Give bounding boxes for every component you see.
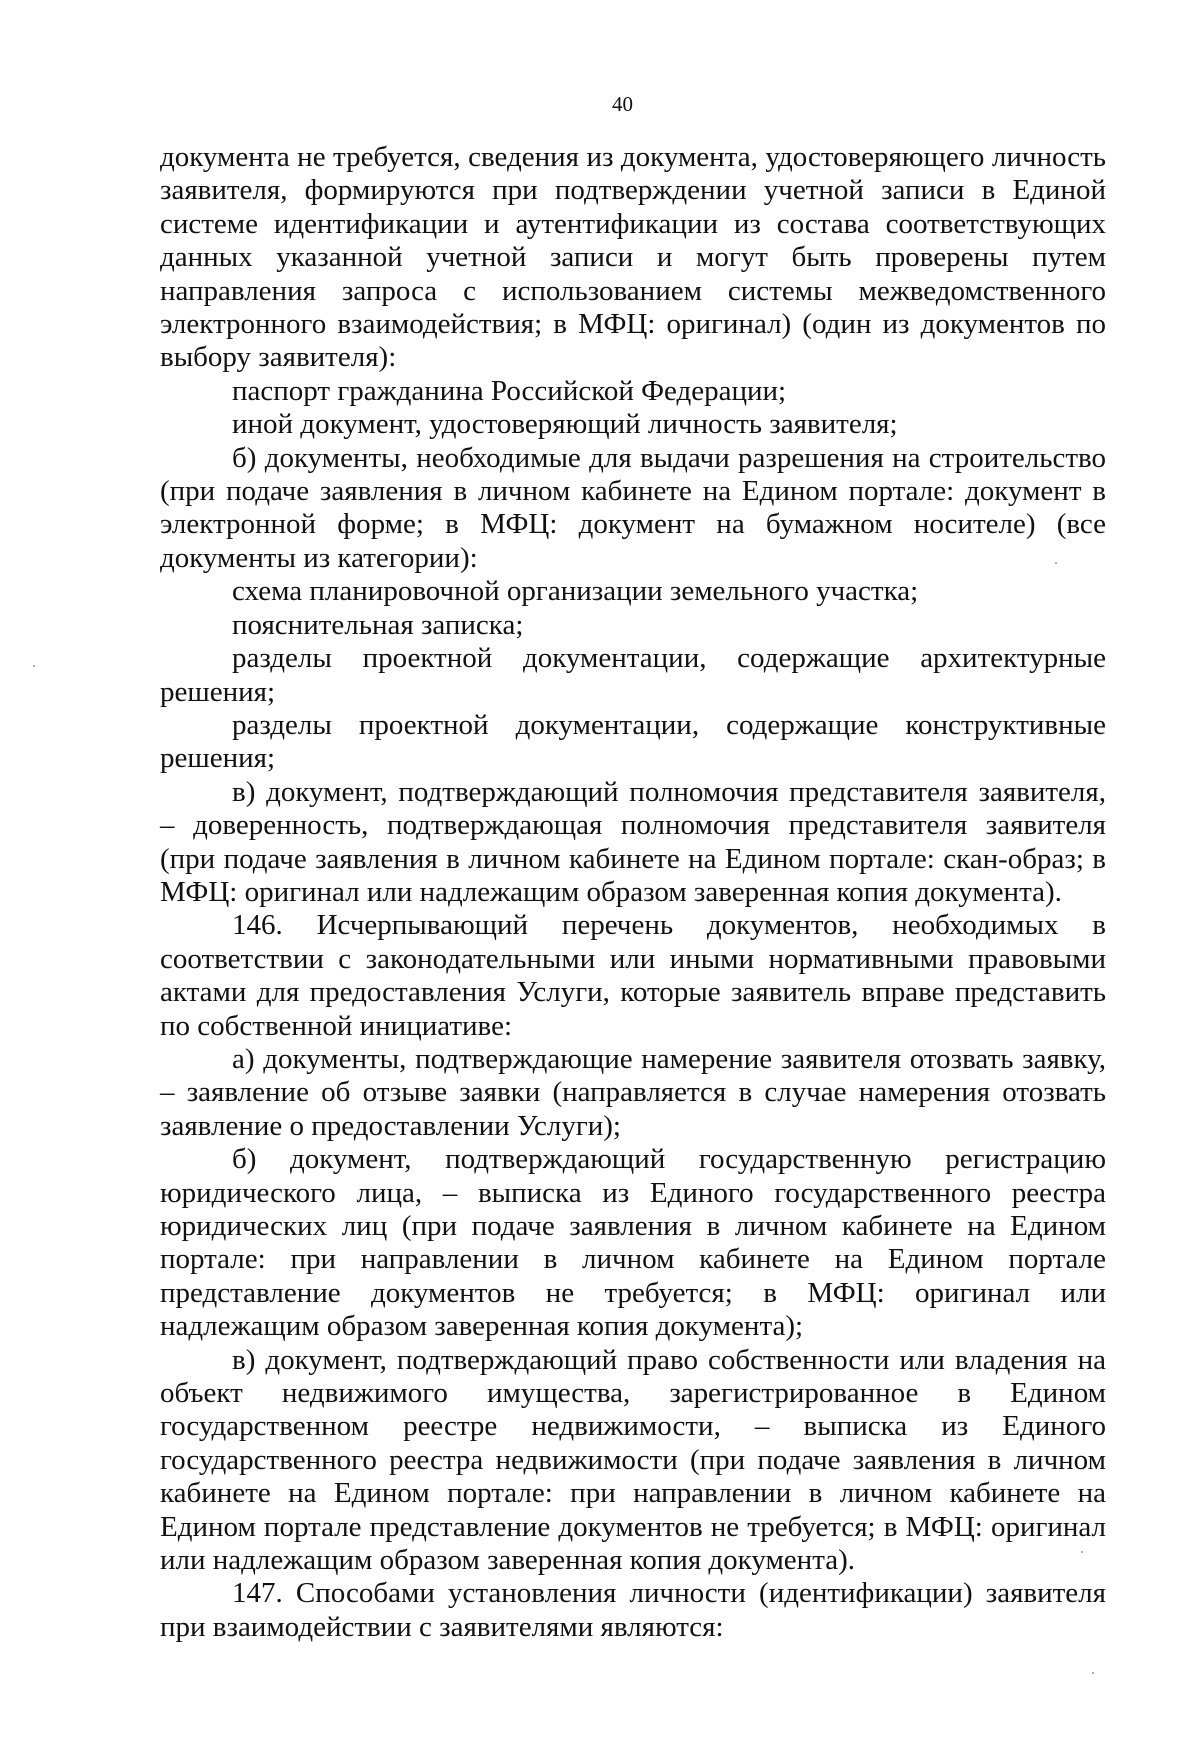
paragraph: иной документ, удостоверяющий личность заявителя; <box>232 408 898 441</box>
paragraph: разделы проектной документации, содержащие конструктивные решения; <box>160 708 1106 775</box>
paragraph: б) документы, необходимые для выдачи разрешения на строительство (при подаче заявления в личном кабинете на Едином портале: документ в электронной форме; в МФЦ: документ на бумажном носителе) (все документы из категории): <box>160 441 1106 574</box>
scan-speck <box>1081 1551 1083 1553</box>
paragraph: в) документ, подтверждающий право собственности или владения на объект недвижимого имущества, зарегистрированное в Едином государственном реестре недвижимости, – выписка из Единого государственного реестра недвижимости (при подаче заявления в личном кабинете на Едином портале: при направлении в личном кабинете на Едином портале представление документов не требуется; в МФЦ: оригинал или надлежащим образом заверенная копия документа). <box>160 1343 1106 1577</box>
scan-speck <box>1092 1672 1094 1674</box>
scan-speck <box>1055 562 1057 564</box>
paragraph: б) документ, подтверждающий государственную регистрацию юридического лица, – выписка из Единого государственного реестра юридических лиц (при подаче заявления в личном кабинете на Едином портале: при направлении в личном кабинете на Едином портале представление документов не требуется; в МФЦ: оригинал или надлежащим образом заверенная копия документа); <box>160 1143 1106 1343</box>
paragraph: 146. Исчерпывающий перечень документов, необходимых в соответствии с законодательными или иными нормативными правовыми актами для предоставления Услуги, которые заявитель вправе представить по собственной инициативе: <box>160 909 1106 1042</box>
scan-speck <box>33 665 35 667</box>
paragraph: а) документы, подтверждающие намерение заявителя отозвать заявку, – заявление об отзыве заявки (направляется в случае намерения отозвать заявление о предоставлении Услуги); <box>160 1042 1106 1142</box>
paragraph: документа не требуется, сведения из документа, удостоверяющего личность заявителя, формируются при подтверждении учетной записи в Единой системе идентификации и аутентификации из состава соответствующих данных указанной учетной записи и могут быть проверены путем направления запроса с использованием системы межведомственного электронного взаимодействия; в МФЦ: оригинал) (один из документов по выбору заявителя): <box>160 141 1106 374</box>
paragraph: в) документ, подтверждающий полномочия представителя заявителя, – доверенность, подтверждающая полномочия представителя заявителя (при подаче заявления в личном кабинете на Едином портале: скан-образ; в МФЦ: оригинал или надлежащим образом заверенная копия документа). <box>160 775 1106 908</box>
paragraph: разделы проектной документации, содержащие архитектурные решения; <box>160 642 1106 708</box>
paragraph: схема планировочной организации земельного участка; <box>232 575 919 608</box>
paragraph: пояснительная записка; <box>232 608 524 641</box>
paragraph: паспорт гражданина Российской Федерации; <box>232 374 787 407</box>
body-text <box>160 141 1106 1644</box>
paragraph: 147. Способами установления личности (идентификации) заявителя при взаимодействии с заявителями являются: <box>160 1577 1106 1643</box>
page-number: 40 <box>612 92 633 116</box>
